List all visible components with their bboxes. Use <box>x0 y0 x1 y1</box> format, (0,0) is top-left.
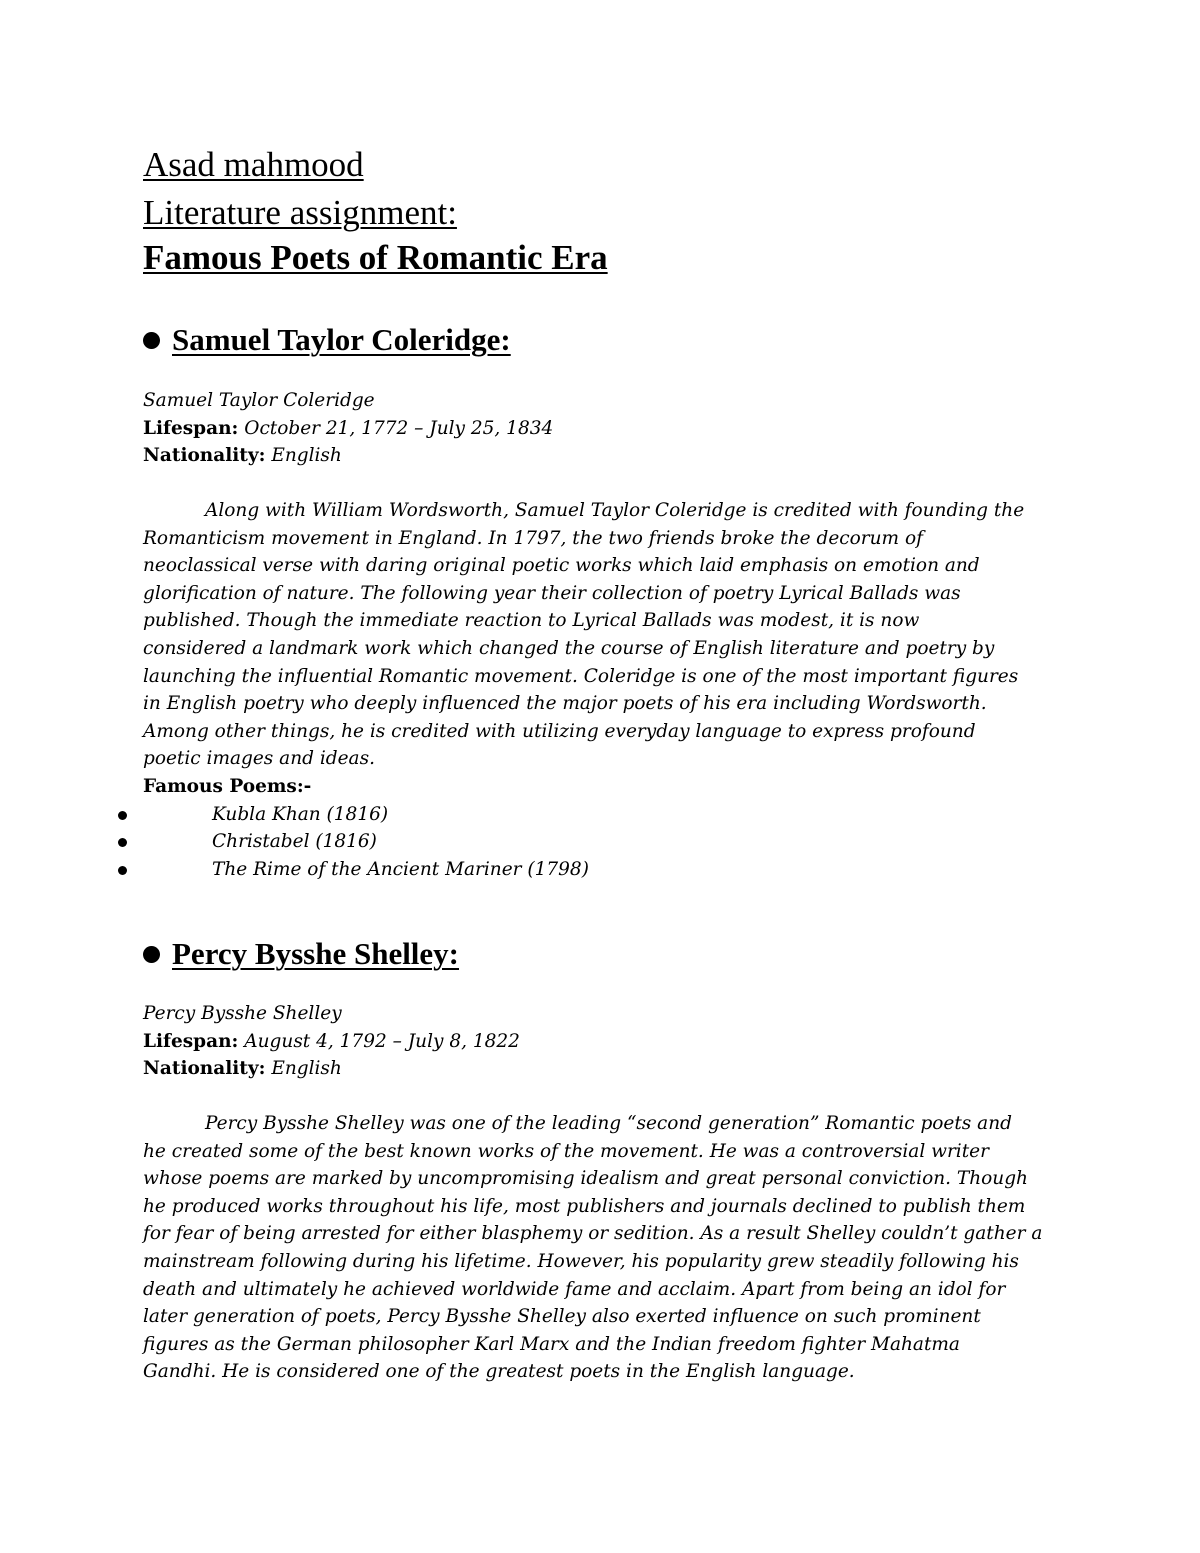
paragraph-line: whose poems are marked by uncompromising idealism and great personal conviction. Though <box>143 1168 1028 1190</box>
nationality-label: Nationality: <box>143 445 266 467</box>
paragraph-line: for fear of being arrested for either blasphemy or sedition. As a result Shelley couldn’t gather a <box>143 1223 1043 1245</box>
paragraph-line: in English poetry who deeply influenced the major poets of his era including Wordsworth. <box>143 693 987 715</box>
paragraph-line: Along with William Wordsworth, Samuel Taylor Coleridge is credited with founding the <box>205 500 1025 521</box>
section-heading-coleridge <box>143 320 511 360</box>
paragraph-line: Romanticism movement in England. In 1797, the two friends broke the decorum of <box>143 527 923 549</box>
lifespan-value: October 21, 1772 – July 25, 1834 <box>244 417 554 439</box>
paragraph-line: published. Though the immediate reaction to Lyrical Ballads was modest, it is now <box>143 610 920 632</box>
paragraph-line: he created some of the best known works of the movement. He was a controversial writer <box>143 1140 989 1162</box>
lifespan-shelley <box>143 1028 520 1056</box>
lifespan-value: August 4, 1792 – July 8, 1822 <box>244 1030 520 1052</box>
paragraph-line: later generation of poets, Percy Bysshe Shelley also exerted influence on such prominent <box>143 1306 981 1328</box>
biography-paragraph-shelley <box>143 1110 1073 1386</box>
nationality-coleridge <box>143 442 342 470</box>
paragraph-line: Percy Bysshe Shelley was one of the leading “second generation” Romantic poets and <box>205 1113 1012 1134</box>
paragraph-line: Among other things, he is credited with utilizing everyday language to express profound <box>143 720 976 742</box>
paragraph-line: figures as the German philosopher Karl Marx and the Indian freedom fighter Mahatma <box>143 1333 960 1355</box>
bullet-icon <box>118 866 127 875</box>
paragraph-line: poetic images and ideas. <box>143 748 375 770</box>
author-name: Asad mahmood <box>143 145 364 184</box>
poet-name-shelley: Percy Bysshe Shelley <box>143 1003 342 1024</box>
biography-paragraph-coleridge <box>143 497 1073 773</box>
paragraph-line: mainstream following during his lifetime. However, his popularity grew steadily following his <box>143 1250 1019 1272</box>
poem-title: The Rime of the Ancient Mariner (1798) <box>212 858 589 880</box>
paragraph-line: he produced works throughout his life, most publishers and journals declined to publish them <box>143 1195 1026 1217</box>
paragraph-line: Gandhi. He is considered one of the greatest poets in the English language. <box>143 1361 855 1383</box>
paragraph-line: neoclassical verse with daring original poetic works which laid emphasis on emotion and <box>143 555 980 577</box>
document-title: Famous Poets of Romantic Era <box>143 238 608 277</box>
nationality-label: Nationality: <box>143 1058 266 1080</box>
poem-title: Christabel (1816) <box>212 831 377 853</box>
section-heading-text: Percy Bysshe Shelley: <box>172 936 460 971</box>
poem-title: Kubla Khan (1816) <box>212 803 389 825</box>
paragraph-line: considered a landmark work which changed the course of English literature and poetry by <box>143 637 995 659</box>
nationality-value: English <box>271 445 342 467</box>
assignment-label: Literature assignment: <box>143 193 457 232</box>
poet-name-coleridge: Samuel Taylor Coleridge <box>143 390 375 411</box>
lifespan-label: Lifespan: <box>143 417 239 439</box>
paragraph-line: glorification of nature. The following year their collection of poetry Lyrical Ballads was <box>143 582 961 604</box>
paragraph-line: launching the influential Romantic movement. Coleridge is one of the most important figures <box>143 665 1019 687</box>
bullet-icon <box>118 811 127 820</box>
bullet-icon <box>143 946 160 963</box>
section-heading-text: Samuel Taylor Coleridge: <box>172 322 511 357</box>
famous-poems-label: Famous Poems:- <box>143 776 312 797</box>
lifespan-label: Lifespan: <box>143 1030 239 1052</box>
bullet-icon <box>118 838 127 847</box>
nationality-value: English <box>271 1058 342 1080</box>
section-heading-shelley <box>143 934 459 974</box>
nationality-shelley <box>143 1055 342 1083</box>
bullet-icon <box>143 332 160 349</box>
paragraph-line: death and ultimately he achieved worldwide fame and acclaim. Apart from being an idol for <box>143 1278 1006 1300</box>
lifespan-coleridge <box>143 415 553 443</box>
